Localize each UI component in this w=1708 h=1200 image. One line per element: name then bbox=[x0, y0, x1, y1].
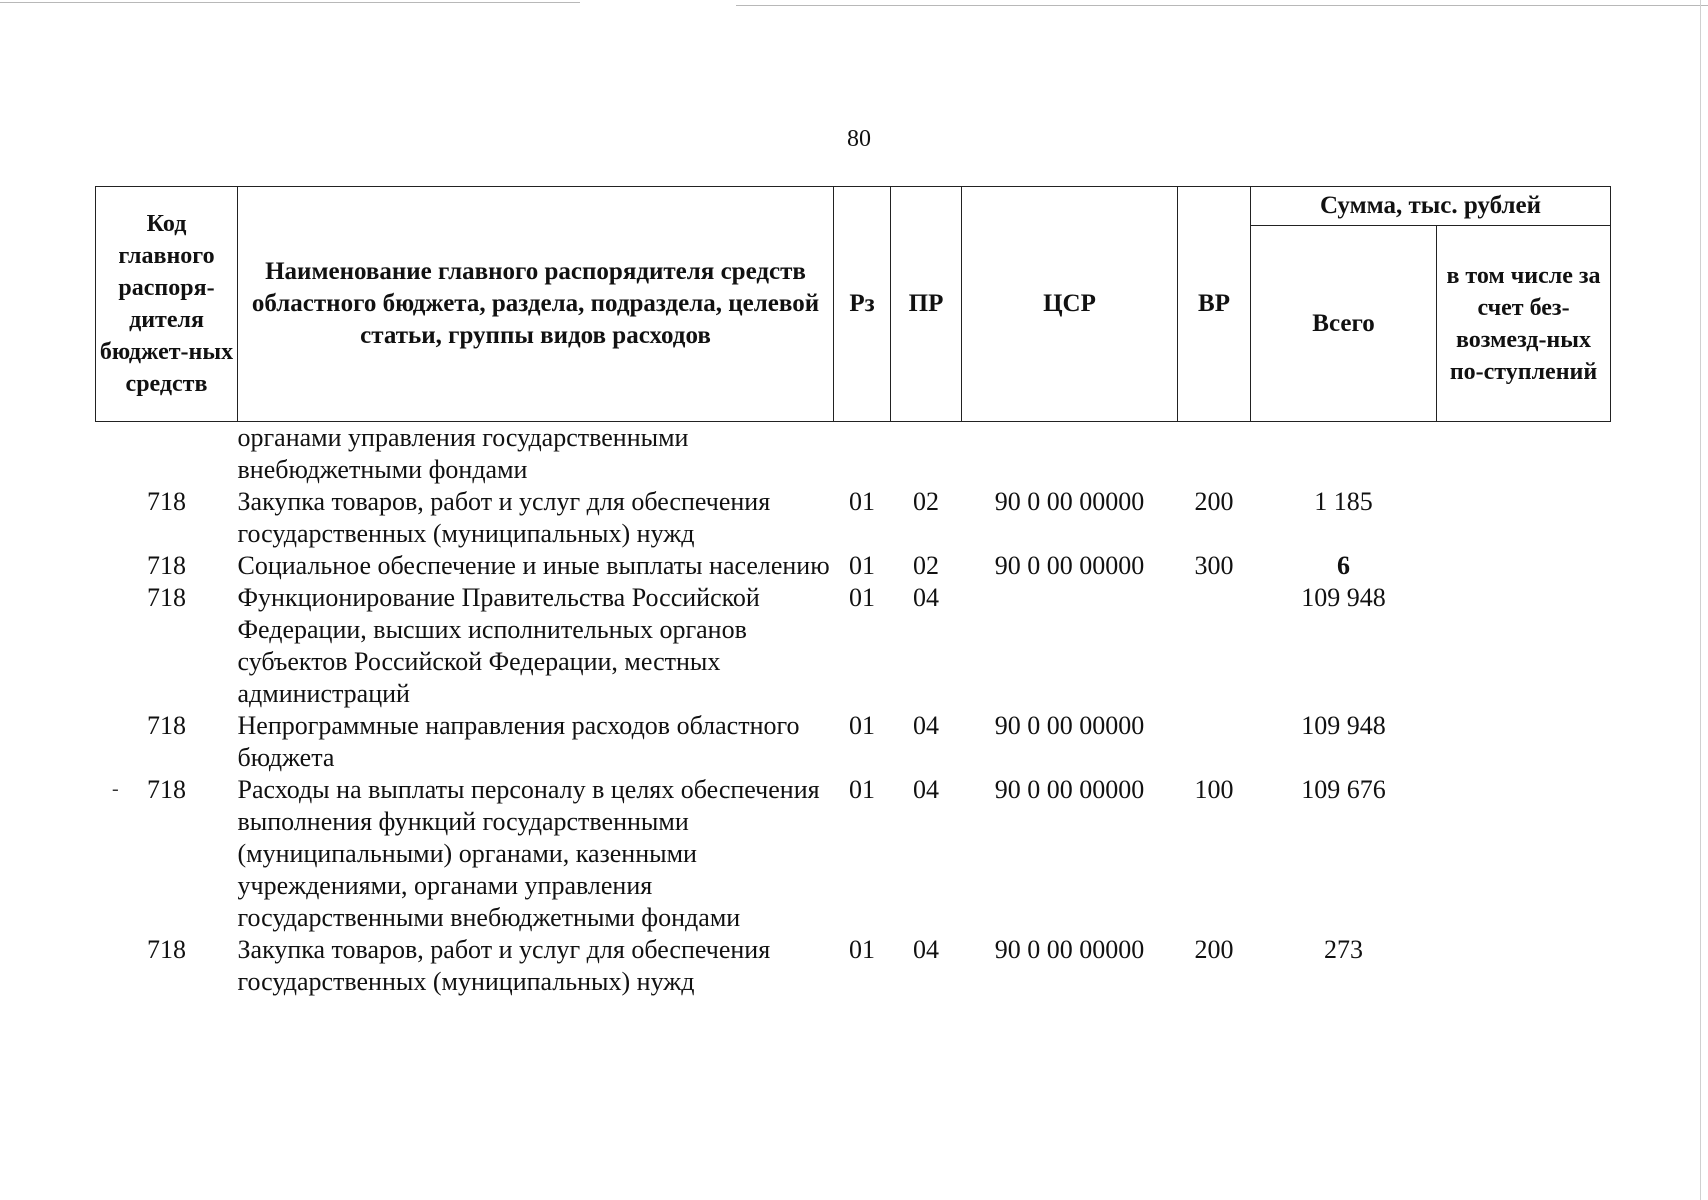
table-row bbox=[96, 582, 1611, 710]
cell-name: Расходы на выплаты персоналу в целях обеспечения выполнения функций государственными (муниципальными) органами, казенными учреждениями, органами управления государственными внебюджетными фондами bbox=[237, 775, 820, 932]
column-header-free-receipts: в том числе за счет без-возмезд-ных по-ступлений bbox=[1437, 226, 1611, 422]
cell-free-receipts bbox=[1437, 774, 1611, 934]
scan-mark: ‐ bbox=[112, 778, 119, 800]
cell-csr: 90 0 00 00000 bbox=[994, 487, 1145, 516]
column-header-sum-group: Сумма, тыс. рублей bbox=[1251, 187, 1611, 226]
table-row bbox=[96, 550, 1611, 582]
cell-total: 109 948 bbox=[1301, 711, 1386, 740]
cell-total: 109 948 bbox=[1301, 583, 1386, 612]
cell-name: Социальное обеспечение и иные выплаты населению bbox=[237, 551, 830, 580]
table-row bbox=[96, 710, 1611, 774]
column-header-rz: Рз bbox=[834, 187, 891, 422]
table-row bbox=[96, 934, 1611, 998]
column-header-total: Всего bbox=[1251, 226, 1437, 422]
cell-csr: 90 0 00 00000 bbox=[994, 775, 1145, 804]
cell-free-receipts bbox=[1437, 422, 1611, 487]
cell-csr bbox=[962, 422, 1178, 487]
cell-vr bbox=[1178, 582, 1251, 710]
cell-csr: 90 0 00 00000 bbox=[994, 711, 1145, 740]
cell-vr: 100 bbox=[1194, 775, 1234, 804]
cell-pr: 04 bbox=[913, 775, 939, 804]
budget-table bbox=[95, 186, 1611, 998]
cell-code: 718 bbox=[147, 551, 186, 580]
table-row bbox=[96, 486, 1611, 550]
cell-code: 718 bbox=[147, 583, 186, 612]
column-header-vr: ВР bbox=[1178, 187, 1251, 422]
cell-rz: 01 bbox=[849, 551, 875, 580]
cell-name: Непрограммные направления расходов областного бюджета bbox=[237, 711, 800, 772]
page-number: 80 bbox=[847, 126, 871, 152]
scan-artifact-line bbox=[0, 2, 580, 3]
scan-artifact-line bbox=[1700, 0, 1701, 1200]
cell-free-receipts bbox=[1437, 550, 1611, 582]
cell-name: Функционирование Правительства Российской Федерации, высших исполнительных органов субъектов Российской Федерации, местных администраций bbox=[237, 583, 760, 708]
cell-pr: 04 bbox=[913, 935, 939, 964]
cell-rz: 01 bbox=[849, 775, 875, 804]
cell-code: 718 bbox=[147, 487, 186, 516]
cell-pr: 02 bbox=[913, 551, 939, 580]
cell-rz: 01 bbox=[849, 583, 875, 612]
column-header-pr: ПР bbox=[891, 187, 962, 422]
cell-total: 109 676 bbox=[1301, 775, 1386, 804]
cell-code: 718 bbox=[147, 711, 186, 740]
cell-total: 273 bbox=[1324, 935, 1363, 964]
column-header-csr: ЦСР bbox=[962, 187, 1178, 422]
cell-free-receipts bbox=[1437, 934, 1611, 998]
cell-name: Закупка товаров, работ и услуг для обеспечения государственных (муниципальных) нужд bbox=[237, 935, 771, 996]
cell-code: 718 bbox=[147, 935, 186, 964]
cell-pr: 04 bbox=[913, 711, 939, 740]
table-row bbox=[96, 774, 1611, 934]
cell-free-receipts bbox=[1437, 710, 1611, 774]
cell-rz: 01 bbox=[849, 711, 875, 740]
header-row bbox=[96, 187, 1611, 226]
cell-free-receipts bbox=[1437, 486, 1611, 550]
cell-code: 718 bbox=[147, 775, 186, 804]
cell-name: органами управления государственными внебюджетными фондами bbox=[237, 423, 689, 484]
cell-csr: 90 0 00 00000 bbox=[994, 551, 1145, 580]
cell-csr: 90 0 00 00000 bbox=[994, 935, 1145, 964]
scan-artifact-line bbox=[736, 5, 1708, 6]
cell-rz: 01 bbox=[849, 935, 875, 964]
table-body bbox=[96, 422, 1611, 999]
cell-pr: 04 bbox=[913, 583, 939, 612]
cell-pr bbox=[891, 422, 962, 487]
cell-rz bbox=[834, 422, 891, 487]
cell-name: Закупка товаров, работ и услуг для обеспечения государственных (муниципальных) нужд bbox=[237, 487, 771, 548]
column-header-name: Наименование главного распорядителя средств областного бюджета, раздела, подраздела, целевой статьи, группы видов расходов bbox=[238, 187, 834, 422]
cell-vr bbox=[1178, 710, 1251, 774]
cell-free-receipts bbox=[1437, 582, 1611, 710]
cell-total: 6 bbox=[1337, 551, 1350, 580]
cell-pr: 02 bbox=[913, 487, 939, 516]
cell-vr: 200 bbox=[1194, 487, 1234, 516]
table-row bbox=[96, 422, 1611, 487]
cell-vr bbox=[1178, 422, 1251, 487]
column-header-code: Код главного распоря-дителя бюджет-ных средств bbox=[96, 187, 238, 422]
cell-csr bbox=[962, 582, 1178, 710]
cell-vr: 300 bbox=[1194, 551, 1234, 580]
cell-rz: 01 bbox=[849, 487, 875, 516]
cell-total: 1 185 bbox=[1314, 487, 1373, 516]
cell-vr: 200 bbox=[1194, 935, 1234, 964]
cell-code bbox=[96, 422, 238, 487]
cell-total bbox=[1251, 422, 1437, 487]
